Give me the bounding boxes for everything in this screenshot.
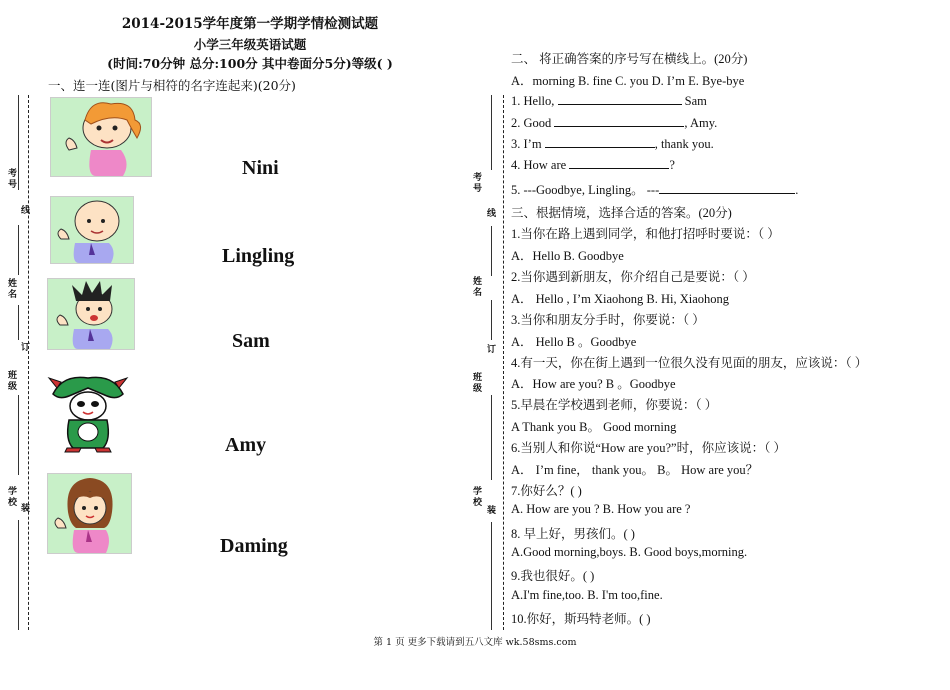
answer-blank-4[interactable]: [569, 156, 669, 169]
section3-line: 7.你好么？( ): [511, 484, 582, 498]
character-picture-girl-orange-hair: [50, 97, 152, 177]
section3-line: 1.当你在路上遇到同学，和他打招呼时要说：（ ）: [511, 227, 780, 241]
answer-blank-2[interactable]: [554, 114, 684, 127]
section2-item-3: 3. I’m , thank you.: [511, 137, 714, 151]
binding-label-line: 线: [19, 205, 29, 216]
binding-label-exam-number-right: 考号: [471, 172, 481, 194]
binding-label-class: 班级: [6, 370, 16, 392]
exam-title: 2014-2015学年度第一学期学情检测试题: [121, 16, 379, 32]
section3-line: 6.当别人和你说“How are you?”时，你应该说：（ ）: [511, 441, 786, 455]
section3-line: A. How are you ? B. How you are ?: [511, 502, 691, 516]
binding-label-bind-right: 订: [485, 344, 495, 355]
name-nini: Nini: [242, 157, 279, 179]
binding-label-name: 姓名: [6, 278, 16, 300]
section3-line: A．How are you? B 。Goodbye: [511, 377, 676, 391]
section3-line: 4.有一天，你在街上遇到一位很久没有见面的朋友，应该说：（ ）: [511, 356, 868, 370]
section2-heading: 二、 将正确答案的序号写在横线上。(20分): [511, 52, 748, 66]
section1-heading: 一、连一连(图片与相符的名字连起来)(20分): [48, 78, 296, 93]
answer-blank-3[interactable]: [545, 135, 655, 148]
character-picture-girl-brown-hair: [47, 473, 132, 554]
section3-line: 2.当你遇到新朋友，你介绍自己是要说：（ ）: [511, 270, 755, 284]
name-lingling: Lingling: [222, 245, 295, 267]
section3-line: A． Hello , I’m Xiaohong B. Hi, Xiaohong: [511, 292, 730, 306]
section2-item-4: 4. How are ?: [511, 158, 675, 172]
section2-item-1: 1. Hello, Sam: [511, 94, 707, 108]
section3-line: 10.你好，斯玛特老师。( ): [511, 612, 651, 626]
section2-item-5: 5. ---Goodbye, Lingling。 --- .: [511, 183, 799, 197]
binding-label-class-right: 班级: [471, 372, 481, 394]
section3-line: 8. 早上好，男孩们。( ): [511, 527, 635, 541]
page-footer: 第 1 页 更多下载请到五八文库 wk.58sms.com: [373, 637, 577, 648]
section3-line: 3.当你和朋友分手时，你要说：（ ）: [511, 313, 705, 327]
exam-subtitle: 小学三年级英语试题: [193, 37, 307, 52]
binding-label-line-right: 线: [485, 208, 495, 219]
binding-label-exam-number: 考号: [6, 168, 16, 190]
character-picture-mascot: [47, 374, 129, 454]
section3-line: A Thank you B。 Good morning: [511, 420, 677, 434]
section3-line: 9.我也很好。( ): [511, 569, 595, 583]
section3-line: A．Hello B. Goodbye: [511, 249, 624, 263]
section3-heading: 三、根据情境，选择合适的答案。(20分): [511, 206, 732, 220]
section2-item-2: 2. Good , Amy.: [511, 116, 718, 130]
section3-line: A． I’m fine， thank you。 B。 How are you？: [511, 463, 759, 477]
exam-meta: (时间:70分钟 总分:100分 其中卷面分5分)等级( ): [107, 56, 393, 71]
binding-label-bind: 订: [19, 342, 29, 353]
section3-line: 5.早晨在学校遇到老师，你要说：（ ）: [511, 398, 718, 412]
name-amy: Amy: [225, 434, 267, 456]
binding-label-school: 学校: [6, 486, 16, 508]
section3-line: A． Hello B 。Goodbye: [511, 335, 637, 349]
binding-label-name-right: 姓名: [471, 276, 481, 298]
binding-label-seal-right: 装: [485, 505, 495, 516]
name-daming: Daming: [220, 535, 288, 557]
binding-label-seal: 装: [19, 503, 29, 514]
answer-blank-1[interactable]: [558, 92, 682, 105]
section2-options: A．morning B. fine C. you D. I’m E. Bye-bye: [511, 74, 745, 88]
character-picture-boy-spiky-hair: [47, 278, 135, 350]
name-sam: Sam: [232, 330, 270, 352]
answer-blank-5[interactable]: [659, 181, 795, 194]
character-picture-bald-man: [50, 196, 134, 264]
binding-label-school-right: 学校: [471, 486, 481, 508]
section3-line: A.I'm fine,too. B. I'm too,fine.: [511, 588, 663, 602]
section3-line: A.Good morning,boys. B. Good boys,morning.: [511, 545, 748, 559]
